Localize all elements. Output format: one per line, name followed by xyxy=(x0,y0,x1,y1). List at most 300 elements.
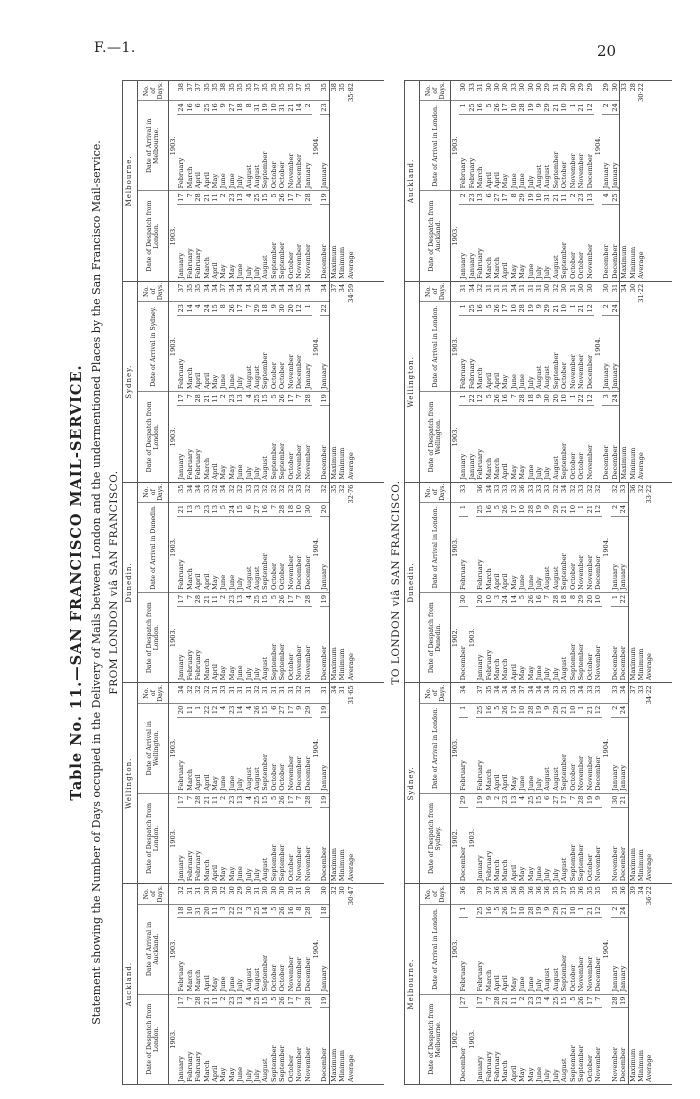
table-cell: 32 xyxy=(304,483,312,503)
stats-value: 34 xyxy=(338,283,347,293)
table-cell: 10 xyxy=(518,703,526,717)
table-cell: 34 xyxy=(270,282,278,302)
table-cell: December xyxy=(602,244,611,279)
place-name: Wellington. xyxy=(122,683,138,883)
table-row xyxy=(518,81,526,281)
table-row xyxy=(219,683,227,883)
table-row xyxy=(261,884,269,1084)
table-cell: 35 xyxy=(253,282,261,302)
table-cell: 25 xyxy=(253,994,261,1008)
table-row xyxy=(552,683,560,883)
table-cell: 20 xyxy=(476,592,484,606)
table-cell: February xyxy=(177,115,185,191)
table-cell: 17 xyxy=(177,793,185,807)
table-cell: January xyxy=(459,252,468,279)
table-cell: June xyxy=(236,866,245,882)
table-row xyxy=(287,483,295,683)
table-cell: 34 xyxy=(287,282,295,302)
table-cell: August xyxy=(261,255,270,279)
table-cell: 28 xyxy=(194,191,202,205)
table-cell: August xyxy=(543,316,551,392)
table-cell: 2 xyxy=(219,994,227,1008)
table-cell: 14 xyxy=(510,592,518,606)
table-cell: 15 xyxy=(261,703,269,717)
table-row xyxy=(459,483,467,683)
table-cell: February xyxy=(194,1051,203,1082)
table-cell: May xyxy=(219,465,228,480)
table-row xyxy=(228,483,236,683)
column-header: No. of Days. xyxy=(420,683,451,703)
table-cell: December xyxy=(602,445,611,480)
table-cell: October xyxy=(568,251,577,279)
year-label: 1903. xyxy=(169,628,177,648)
table-cell: April xyxy=(211,262,220,279)
table-cell: 4 xyxy=(245,592,253,606)
table-cell: 13 xyxy=(236,592,244,606)
table-cell: July xyxy=(253,266,262,279)
table-row xyxy=(304,81,312,281)
table-cell: 31 xyxy=(543,191,551,205)
table-cell: April xyxy=(501,463,510,480)
table-row xyxy=(535,683,543,883)
table-cell: 10 xyxy=(295,502,303,516)
table-cell: 20 xyxy=(177,703,185,717)
table-row xyxy=(459,282,467,482)
table-row xyxy=(501,81,509,281)
table-cell: November xyxy=(577,316,585,392)
column-header: No. of Days. xyxy=(138,81,169,101)
table-cell: September xyxy=(261,918,269,994)
stats-label: Average xyxy=(346,653,355,681)
table-cell: 29 xyxy=(552,502,560,516)
table-cell: February xyxy=(476,449,485,480)
table-cell: 22 xyxy=(320,302,328,316)
table-cell: 16 xyxy=(476,101,484,115)
stats-value: 33 xyxy=(620,83,629,92)
table-cell: 25 xyxy=(468,302,476,316)
table-cell: 3 xyxy=(194,502,202,516)
days-table xyxy=(138,282,329,482)
table-cell: May xyxy=(211,115,219,191)
table-cell: 7 xyxy=(186,994,194,1008)
table-cell: June xyxy=(219,918,227,994)
table-cell: 18 xyxy=(261,302,269,316)
table-cell: October xyxy=(278,717,286,793)
year-label: 1903. xyxy=(451,502,460,592)
year-row xyxy=(169,483,178,683)
stats-value: 31·65 xyxy=(346,685,355,705)
empty-cell xyxy=(312,884,320,904)
table-cell: 20 xyxy=(320,502,328,516)
table-cell: 17 xyxy=(510,904,518,918)
stats-label: Minimum xyxy=(338,849,347,882)
table-cell: 24 xyxy=(619,502,627,516)
table-cell: 24 xyxy=(177,101,185,115)
table-cell: December xyxy=(586,115,594,191)
table-cell: 34 xyxy=(304,282,312,302)
table-cell: 32 xyxy=(186,683,194,703)
table-cell: January xyxy=(619,918,627,994)
year-row xyxy=(312,483,320,683)
days-table xyxy=(138,683,329,883)
table-cell: March xyxy=(476,115,484,191)
table-cell: 23 xyxy=(577,191,585,205)
table-cell: 5 xyxy=(485,101,493,115)
year-row xyxy=(468,683,476,883)
year-row xyxy=(312,884,320,1084)
table-cell: 31 xyxy=(459,282,467,302)
year-row xyxy=(451,282,460,482)
summary-stats xyxy=(628,683,654,883)
stats-value: 35 xyxy=(338,83,347,92)
table-cell: 32 xyxy=(594,483,602,503)
table-cell: September xyxy=(261,516,269,592)
year-label: 1903. xyxy=(451,101,460,191)
table-cell: August xyxy=(261,656,270,681)
table-cell: October xyxy=(286,653,295,681)
table-row xyxy=(543,282,551,482)
stats-row xyxy=(329,884,338,1084)
table-cell: 4 xyxy=(602,191,610,205)
table-cell: 19 xyxy=(535,703,543,717)
table-cell: 21 xyxy=(577,302,585,316)
table-cell: December xyxy=(459,1047,468,1082)
table-cell: May xyxy=(227,665,236,681)
column-header: Date of Despatch from London. xyxy=(138,392,169,482)
table-cell: July xyxy=(551,667,560,681)
table-cell: March xyxy=(186,516,194,592)
table-cell: 2 xyxy=(602,101,610,115)
table-cell: June xyxy=(518,918,526,994)
table-row xyxy=(569,884,577,1084)
empty-cell xyxy=(594,282,602,302)
table-cell: September xyxy=(278,442,287,480)
table-cell: August xyxy=(560,1058,569,1082)
table-cell: October xyxy=(270,717,278,793)
table-cell: 13 xyxy=(535,994,543,1008)
year-label: 1903. xyxy=(169,101,178,191)
table-cell: December xyxy=(594,918,602,994)
table-cell: 1 xyxy=(459,502,467,516)
table-cell: June xyxy=(236,1066,245,1082)
stats-label: Minimum xyxy=(628,246,637,279)
table-cell: 37 xyxy=(560,884,568,904)
table-cell: 35 xyxy=(194,282,202,302)
stats-label: Average xyxy=(346,853,355,882)
place-group xyxy=(122,683,384,884)
stats-row xyxy=(329,282,338,482)
table-cell: 7 xyxy=(295,191,303,205)
table-cell: December xyxy=(320,244,329,279)
table-cell: 10 xyxy=(186,904,194,918)
stats-row xyxy=(645,683,653,883)
table-cell: 7 xyxy=(186,793,194,807)
table-cell: March xyxy=(476,316,484,392)
table-cell: December xyxy=(610,646,619,681)
table-cell: January xyxy=(177,654,186,681)
table-cell: 11 xyxy=(211,793,219,807)
table-cell: January xyxy=(177,252,186,279)
stats-label: Maximum xyxy=(329,647,338,681)
table-row xyxy=(211,683,219,883)
table-row xyxy=(304,282,312,482)
table-cell: March xyxy=(493,457,502,480)
table-cell: 30 xyxy=(535,81,543,101)
place-name: Melbourne. xyxy=(404,884,420,1084)
year-label xyxy=(602,592,610,682)
table-cell: February xyxy=(493,1051,502,1082)
table-row xyxy=(203,81,211,281)
table-cell: August xyxy=(253,516,261,592)
table-cell: 7 xyxy=(543,592,551,606)
table-cell: December xyxy=(610,445,619,480)
year-label xyxy=(602,994,610,1084)
stats-row xyxy=(620,282,629,482)
table-cell: 21 xyxy=(177,502,185,516)
stats-label: Average xyxy=(636,251,645,279)
table-cell: 9 xyxy=(543,703,551,717)
table-cell: 30 xyxy=(543,392,551,406)
table-cell: 19 xyxy=(476,793,484,807)
table-cell: 5 xyxy=(485,302,493,316)
table-cell: October xyxy=(560,115,568,191)
year-label: 1904. xyxy=(594,101,602,191)
table-row xyxy=(535,81,543,281)
stats-value: 32 xyxy=(329,886,338,895)
table-cell: 2 xyxy=(459,191,467,205)
table-cell: 35 xyxy=(270,81,278,101)
table-cell: September xyxy=(560,918,568,994)
stats-row xyxy=(347,81,355,281)
stats-row xyxy=(338,81,346,281)
year-row xyxy=(169,884,178,1084)
table-row xyxy=(586,683,594,883)
table-cell: 31 xyxy=(253,884,261,904)
table-cell: 35 xyxy=(287,81,295,101)
table-cell: May xyxy=(227,866,236,882)
table-cell: 25 xyxy=(476,502,484,516)
table-row xyxy=(510,81,518,281)
table-cell: November xyxy=(303,243,312,279)
table-cell: July xyxy=(535,918,543,994)
table-cell: 30 xyxy=(611,793,619,807)
table-cell: 4 xyxy=(245,392,253,406)
table-cell: 36 xyxy=(518,483,526,503)
table-cell: 33 xyxy=(577,483,585,503)
table-cell: June xyxy=(510,316,518,392)
table-cell: 30 xyxy=(569,81,577,101)
stats-row xyxy=(629,81,637,281)
table-cell: 34 xyxy=(211,282,219,302)
year-label xyxy=(594,392,602,482)
table-cell: 12 xyxy=(594,904,602,918)
table-cell: April xyxy=(501,717,509,793)
table-cell: March xyxy=(493,257,502,279)
table-cell: February xyxy=(177,918,185,994)
table-cell: November xyxy=(295,444,304,480)
table-cell: 35 xyxy=(236,81,244,101)
table-row xyxy=(194,282,202,482)
column-header: Date of Arrival in London. xyxy=(420,703,451,793)
table-row xyxy=(203,483,211,683)
table-cell: 23 xyxy=(320,101,328,115)
table-cell: 36 xyxy=(543,884,551,904)
table-cell: May xyxy=(501,316,509,392)
table-cell: February xyxy=(177,316,185,392)
rotated-content xyxy=(60,80,680,1085)
table-cell: April xyxy=(493,115,501,191)
table-cell: September xyxy=(269,242,278,279)
table-cell: April xyxy=(194,516,202,592)
table-row xyxy=(270,282,278,482)
table-cell: September xyxy=(261,115,269,191)
stats-row xyxy=(329,483,338,683)
table-cell: August xyxy=(543,717,551,793)
table-cell: December xyxy=(586,316,594,392)
table-cell: October xyxy=(286,251,295,279)
table-row xyxy=(485,282,493,482)
table-row xyxy=(295,282,303,482)
table-cell: April xyxy=(493,918,501,994)
table-cell: 21 xyxy=(586,502,594,516)
table-cell: 30 xyxy=(543,282,551,302)
table-cell: 28 xyxy=(527,502,535,516)
stats-value: 30 xyxy=(628,283,637,293)
stats-label: Maximum xyxy=(628,847,637,882)
table-cell: 27 xyxy=(253,502,261,516)
table-row xyxy=(527,884,535,1084)
table-cell: March xyxy=(186,115,194,191)
table-cell: 15 xyxy=(261,592,269,606)
table-cell: May xyxy=(509,465,518,480)
table-cell: 9 xyxy=(543,904,551,918)
table-cell: October xyxy=(286,1055,295,1082)
table-cell: November xyxy=(287,115,295,191)
table-cell: June xyxy=(219,717,227,793)
table-cell: January xyxy=(467,252,476,279)
table-cell: March xyxy=(485,516,493,592)
table-cell: January xyxy=(177,855,186,882)
table-row xyxy=(518,282,526,482)
table-cell: 34 xyxy=(245,282,253,302)
table-cell: October xyxy=(286,452,295,480)
table-cell: 10 xyxy=(560,392,568,406)
table-cell: 12 xyxy=(236,904,244,918)
table-row xyxy=(552,81,560,281)
table-row xyxy=(493,282,501,482)
table-cell: 21 xyxy=(203,793,211,807)
table-row xyxy=(527,282,535,482)
table-cell: 8 xyxy=(569,592,577,606)
year-row xyxy=(594,282,602,482)
stats-label: Minimum xyxy=(636,648,645,681)
stats-row xyxy=(629,282,637,482)
table-cell: 33 xyxy=(619,483,627,503)
table-row xyxy=(287,81,295,281)
table-cell: 32 xyxy=(552,483,560,503)
table-cell: 25 xyxy=(203,101,211,115)
table-row xyxy=(510,282,518,482)
table-row xyxy=(459,81,467,281)
table-cell: August xyxy=(261,456,270,480)
table-cell: November xyxy=(303,1047,312,1082)
year-label: 1903. xyxy=(169,302,178,392)
table-cell: 28 xyxy=(194,994,202,1008)
table-cell: November xyxy=(295,243,304,279)
table-cell: 34 xyxy=(560,483,568,503)
table-cell: 17 xyxy=(177,191,185,205)
year-label: 1904. xyxy=(312,904,320,994)
table-cell: 4 xyxy=(245,994,253,1008)
table-cell: December xyxy=(320,646,329,681)
stats-row xyxy=(637,483,645,683)
table-cell: 31 xyxy=(518,282,526,302)
stats-row xyxy=(637,81,645,281)
table-cell: 32 xyxy=(177,884,185,904)
table-cell: 30 xyxy=(459,81,467,101)
stats-row xyxy=(347,483,355,683)
table-cell: 15 xyxy=(261,793,269,807)
year-row xyxy=(451,683,460,883)
table-cell: 30 xyxy=(501,81,509,101)
table-cell: 29 xyxy=(543,101,551,115)
table-cell: November xyxy=(610,846,619,882)
table-cell: January xyxy=(320,115,328,191)
table-cell: 37 xyxy=(194,81,202,101)
table-cell: March xyxy=(202,1060,211,1082)
table-cell: 19 xyxy=(261,101,269,115)
table-cell: December xyxy=(304,717,312,793)
table-cell: 29 xyxy=(586,81,594,101)
table-cell: 27 xyxy=(228,101,236,115)
table-row xyxy=(219,884,227,1084)
table-row xyxy=(485,884,493,1084)
table-row xyxy=(552,884,560,1084)
year-label: 1903. xyxy=(451,226,459,246)
table-cell: 28 xyxy=(304,592,312,606)
table-cell: June xyxy=(535,665,544,681)
table-cell: July xyxy=(543,466,552,480)
table-cell: July xyxy=(244,1069,253,1082)
table-cell: November xyxy=(593,846,602,882)
table-row xyxy=(611,683,619,883)
stats-value: 33·22 xyxy=(645,484,654,504)
stats-label: Average xyxy=(645,853,654,882)
table-cell: 23 xyxy=(177,302,185,316)
year-row xyxy=(169,683,178,883)
table-row xyxy=(203,884,211,1084)
table-cell: 26 xyxy=(278,793,286,807)
table-cell: 35 xyxy=(552,884,560,904)
table-cell: August xyxy=(245,918,253,994)
table-cell: 34 xyxy=(493,683,501,703)
table-cell: 19 xyxy=(527,101,535,115)
table-cell: 19 xyxy=(320,994,328,1008)
table-cell: 3 xyxy=(245,904,253,918)
table-cell: 21 xyxy=(501,994,509,1008)
table-row xyxy=(295,483,303,683)
table-cell: January xyxy=(459,453,468,480)
table-cell: March xyxy=(202,457,211,480)
year-label: 1904. xyxy=(594,302,602,392)
table-row xyxy=(245,884,253,1084)
table-cell: April xyxy=(203,516,211,592)
table-cell: November xyxy=(295,645,304,681)
table-cell: 28 xyxy=(518,392,526,406)
table-cell: September xyxy=(560,442,569,480)
table-row xyxy=(278,483,286,683)
table-row xyxy=(459,884,467,1084)
